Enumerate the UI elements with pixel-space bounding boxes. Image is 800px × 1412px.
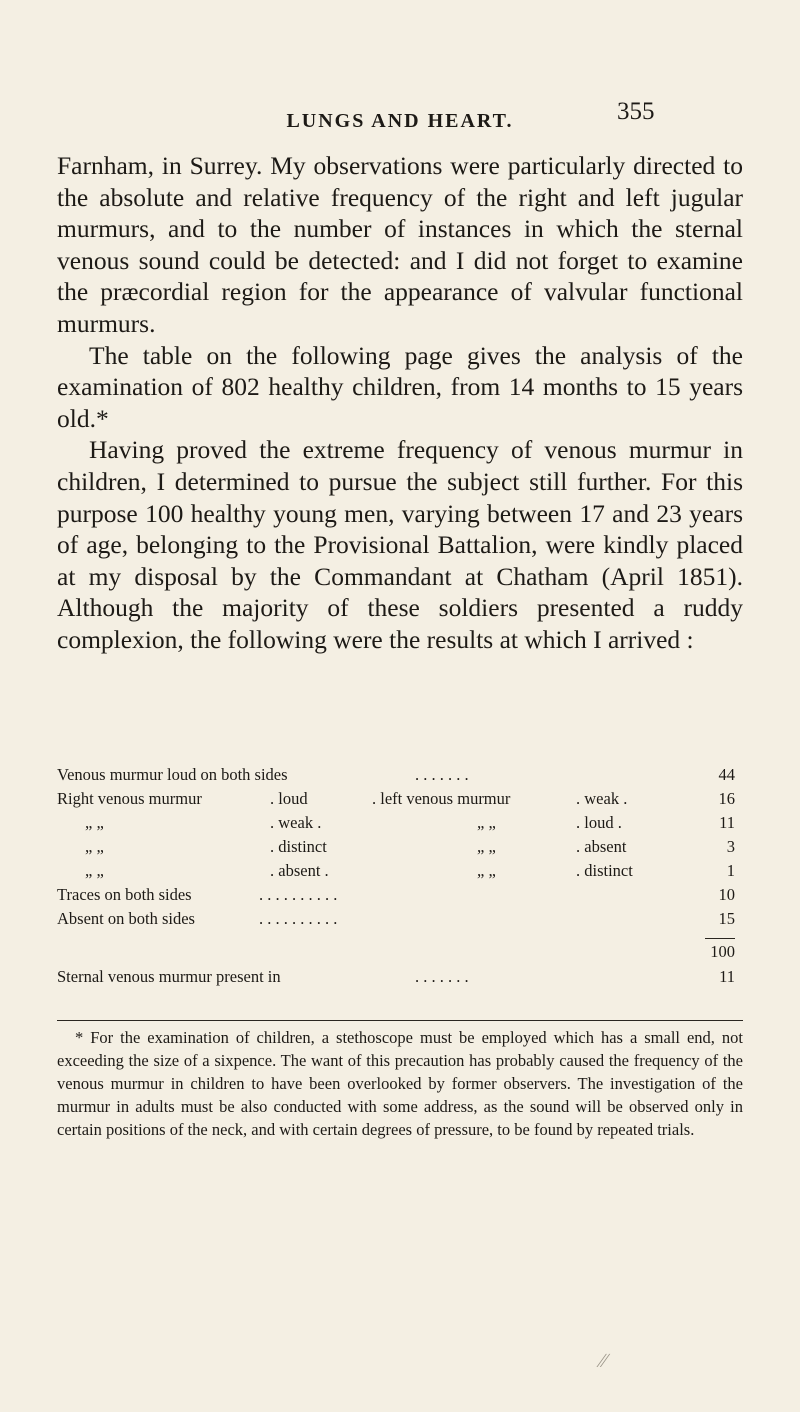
row-label: Venous murmur loud on both sides <box>57 765 288 784</box>
row-value: 16 <box>718 789 735 808</box>
row-col4: . distinct <box>576 861 633 880</box>
row-value: 44 <box>718 765 735 784</box>
row-value: 11 <box>719 813 735 832</box>
row-col4: . weak . <box>576 789 628 808</box>
footnote <box>57 1026 743 1141</box>
row-value: 3 <box>726 837 735 856</box>
table-row <box>57 763 743 787</box>
row-col3: „ „ <box>477 837 496 856</box>
row-value: 11 <box>719 967 735 986</box>
row-dots: . . . . . . . <box>415 967 469 986</box>
table-row <box>57 787 743 811</box>
row-col1: Right venous murmur <box>57 789 202 808</box>
row-dots: . . . . . . . . . . <box>259 885 338 904</box>
running-head: LUNGS AND HEART. <box>286 110 514 132</box>
row-col4: . absent <box>576 837 627 856</box>
paragraph-1: Farnham, in Surrey. My observations were particularly directed to the absolute and relative frequency of the right and left jugular murmurs, and to the number of instances in which the sternal venous sound could be detected: and I did not forget to examine the præcordial region for the appearance of valvular functional murmurs. <box>57 151 743 338</box>
table-row <box>57 859 743 883</box>
row-col2: . absent . <box>270 861 329 880</box>
paragraph-2: The table on the following page gives the analysis of the examination of 802 healthy children, from 14 months to 15 years old.* <box>57 340 743 433</box>
table-row <box>57 883 743 907</box>
table-row <box>57 907 743 931</box>
page-number: 355 <box>617 98 655 125</box>
body-text <box>57 150 743 656</box>
row-col3: „ „ <box>477 813 496 832</box>
total-row <box>57 931 743 961</box>
footnote-text: For the examination of children, a stethoscope must be employed which has a small end, not exceeding the size of a sixpence. The want of this precaution has probably caused the frequency of the venous murmur in children to have been overlooked by former observers. The investigation of the murmur in adults must be also conducted with some address, as the sound will be observed only in certain positions of the neck, and with certain degrees of pressure, to be found by repeated trials. <box>57 1028 743 1139</box>
row-col3: . left venous murmur <box>372 789 511 808</box>
row-col2: . weak . <box>270 813 322 832</box>
paragraph-3: Having proved the extreme frequency of venous murmur in children, I determined to pursue the subject still further. For this purpose 100 healthy young men, varying between 17 and 23 years of age, belonging to the Provisional Battalion, were kindly placed at my disposal by the Commandant at Chatham (April 1851). Although the majority of these soldiers presented a ruddy complexion, the following were the results at which I arrived : <box>57 435 743 654</box>
row-col2: . distinct <box>270 837 327 856</box>
total-value: 100 <box>710 942 735 961</box>
results-table <box>57 763 743 989</box>
row-col3: „ „ <box>477 861 496 880</box>
total-rule <box>705 938 735 939</box>
footnote-marker: * <box>75 1028 84 1047</box>
row-dots: . . . . . . . . . . <box>259 909 338 928</box>
row-col1: „ „ <box>85 813 104 832</box>
footnote-divider <box>57 1020 743 1021</box>
table-row <box>57 811 743 835</box>
row-label: Absent on both sides <box>57 909 195 928</box>
row-value: 1 <box>726 861 735 880</box>
row-label: Traces on both sides <box>57 885 192 904</box>
table-row <box>57 835 743 859</box>
table-row <box>57 965 743 989</box>
row-col2: . loud <box>270 789 308 808</box>
row-dots: . . . . . . . <box>415 765 469 784</box>
stray-ink-mark: ∕∕ <box>600 1350 607 1372</box>
row-col1: „ „ <box>85 837 104 856</box>
row-value: 10 <box>718 885 735 904</box>
row-label: Sternal venous murmur present in <box>57 967 281 986</box>
row-col1: „ „ <box>85 861 104 880</box>
row-col4: . loud . <box>576 813 622 832</box>
row-value: 15 <box>718 909 735 928</box>
